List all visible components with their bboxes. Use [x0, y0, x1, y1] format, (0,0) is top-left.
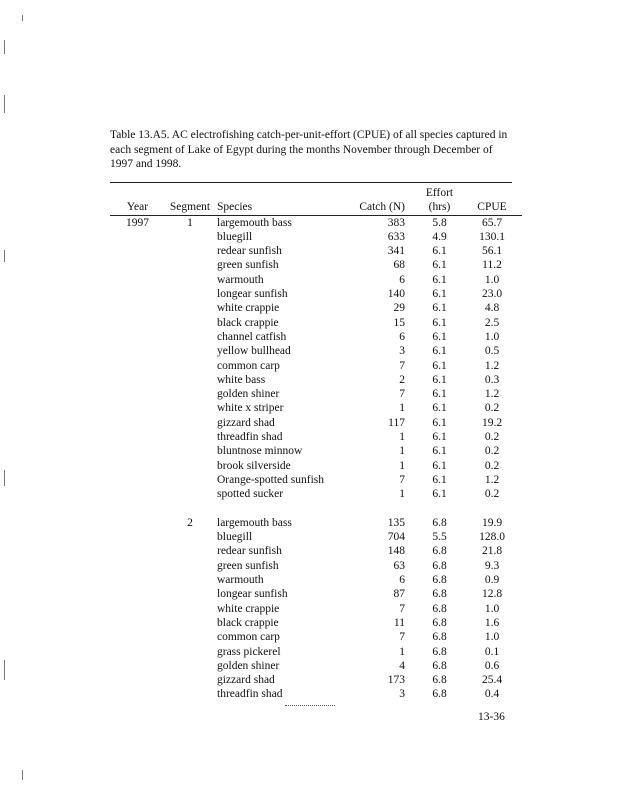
cell-effort: 6.1	[432, 473, 447, 486]
cell-year	[110, 430, 165, 444]
segment-spacer	[110, 502, 522, 516]
cell-cpue: 130.1	[479, 230, 505, 243]
cell-catch: 29	[393, 302, 405, 315]
cell-segment	[165, 544, 215, 558]
cell-species: green sunfish	[217, 559, 279, 572]
cell-cpue: 1.2	[484, 359, 500, 372]
cell-segment	[165, 602, 215, 616]
cell-catch: 7	[399, 359, 405, 372]
table-caption: Table 13.A5. AC electrofishing catch-per-unit-effort (CPUE) of all species captured in each segment of Lake of Egypt during the months November through December of 1997 and 1998.	[110, 129, 508, 170]
cell-catch: 1	[399, 445, 405, 458]
cell-catch: 135	[387, 516, 405, 529]
cell-segment	[165, 530, 215, 544]
cell-species: black crappie	[217, 316, 279, 329]
cell-effort: 6.8	[432, 559, 447, 572]
cell-catch: 704	[387, 531, 405, 544]
cell-effort: 6.1	[432, 345, 447, 358]
cell-effort: 6.1	[432, 402, 447, 415]
cell-cpue: 0.3	[484, 373, 500, 386]
cell-catch: 7	[399, 473, 405, 486]
cell-segment	[165, 673, 215, 687]
cell-species: gizzard shad	[217, 674, 275, 687]
cell-effort: 6.1	[432, 373, 447, 386]
cell-segment: 1	[187, 216, 193, 229]
cell-year	[110, 459, 165, 473]
cell-year	[110, 258, 165, 272]
cell-species: white crappie	[217, 602, 280, 615]
cell-catch: 7	[399, 631, 405, 644]
table-top-rule	[110, 182, 512, 183]
cell-effort: 6.8	[432, 588, 447, 601]
table-row	[110, 273, 522, 287]
cell-segment	[165, 587, 215, 601]
cell-effort: 6.8	[432, 674, 447, 687]
header-cpue: CPUE	[462, 200, 522, 215]
cell-year	[110, 444, 165, 458]
table-row	[110, 287, 522, 301]
cell-segment	[165, 316, 215, 330]
cell-effort: 6.8	[432, 688, 447, 701]
cell-year	[110, 587, 165, 601]
cell-species: redear sunfish	[217, 245, 282, 258]
cell-year	[110, 544, 165, 558]
table-row	[110, 645, 522, 659]
table-row	[110, 630, 522, 644]
table-row	[110, 587, 522, 601]
header-catch: Catch (N)	[347, 200, 417, 215]
cell-year	[110, 602, 165, 616]
cell-species: spotted sucker	[217, 488, 284, 501]
cell-cpue: 0.5	[484, 345, 500, 358]
table-row	[110, 459, 522, 473]
cell-segment	[165, 387, 215, 401]
cell-year	[110, 573, 165, 587]
cell-year	[110, 387, 165, 401]
cell-effort: 5.5	[432, 531, 447, 544]
cell-segment	[165, 659, 215, 673]
cell-year	[110, 487, 165, 501]
cell-catch: 6	[399, 273, 405, 286]
cell-cpue: 1.0	[484, 330, 500, 343]
cell-catch: 1	[399, 488, 405, 501]
cell-species: grass pickerel	[217, 645, 281, 658]
cell-species: threadfin shad	[217, 431, 283, 444]
cell-year	[110, 473, 165, 487]
cell-species: golden shiner	[217, 388, 280, 401]
scan-speck	[4, 40, 5, 54]
cell-year	[110, 416, 165, 430]
table-row	[110, 258, 522, 272]
cell-species: common carp	[217, 359, 280, 372]
cell-species: largemouth bass	[217, 216, 292, 229]
cell-cpue: 65.7	[481, 216, 503, 229]
cell-effort: 6.8	[432, 602, 447, 615]
cell-effort: 6.8	[432, 645, 447, 658]
table-row	[110, 673, 522, 687]
cell-effort: 5.8	[432, 216, 447, 229]
cell-species: white bass	[217, 373, 266, 386]
cell-cpue: 128.0	[479, 531, 505, 544]
table-row	[110, 602, 522, 616]
cell-segment	[165, 401, 215, 415]
cell-effort: 6.1	[432, 416, 447, 429]
cell-catch: 4	[399, 659, 405, 672]
cell-cpue: 11.2	[482, 259, 502, 272]
cell-cpue: 1.2	[484, 388, 500, 401]
cell-segment: 2	[187, 516, 193, 529]
table-row	[110, 559, 522, 573]
cell-segment	[165, 473, 215, 487]
cell-species: threadfin shad	[217, 688, 283, 701]
cell-segment	[165, 459, 215, 473]
cell-year	[110, 645, 165, 659]
cell-year	[110, 344, 165, 358]
cell-species: largemouth bass	[217, 516, 292, 529]
cell-effort: 6.8	[432, 545, 447, 558]
cell-segment	[165, 573, 215, 587]
cell-segment	[165, 430, 215, 444]
cell-segment	[165, 444, 215, 458]
cell-segment	[165, 616, 215, 630]
table-row	[110, 473, 522, 487]
scan-speck	[4, 470, 5, 486]
cell-cpue: 1.0	[484, 602, 500, 615]
cell-species: gizzard shad	[217, 416, 275, 429]
header-segment: Segment	[165, 200, 215, 215]
cell-species: golden shiner	[217, 659, 280, 672]
cell-effort: 6.1	[432, 359, 447, 372]
scan-speck	[4, 250, 5, 262]
cell-year	[110, 630, 165, 644]
table-row	[110, 244, 522, 258]
cell-year	[110, 616, 165, 630]
cell-effort: 4.9	[432, 230, 447, 243]
cell-effort: 6.8	[432, 516, 447, 529]
cell-effort: 6.1	[432, 330, 447, 343]
cell-cpue: 25.4	[481, 674, 503, 687]
cell-cpue: 1.6	[484, 616, 500, 629]
cell-cpue: 1.2	[484, 473, 500, 486]
cell-species: bluntnose minnow	[217, 445, 303, 458]
cell-cpue: 0.2	[484, 488, 500, 501]
cell-year	[110, 373, 165, 387]
cell-segment	[165, 630, 215, 644]
cell-catch: 87	[393, 588, 405, 601]
cell-segment	[165, 258, 215, 272]
cell-cpue: 12.8	[481, 588, 503, 601]
cell-year	[110, 273, 165, 287]
table-row	[110, 359, 522, 373]
cell-cpue: 0.1	[484, 645, 500, 658]
table-bottom-rule	[285, 705, 335, 706]
table-row	[110, 401, 522, 415]
cpue-table	[110, 186, 522, 702]
table-row	[110, 316, 522, 330]
cell-catch: 3	[399, 345, 405, 358]
cell-effort: 6.1	[432, 388, 447, 401]
cell-cpue: 0.6	[484, 659, 500, 672]
table-row	[110, 659, 522, 673]
cell-catch: 7	[399, 388, 405, 401]
cell-species: longear sunfish	[217, 288, 288, 301]
cell-segment	[165, 416, 215, 430]
cell-segment	[165, 373, 215, 387]
table-row	[110, 344, 522, 358]
cell-cpue: 4.8	[484, 302, 500, 315]
cell-catch: 1	[399, 459, 405, 472]
cell-species: white crappie	[217, 302, 280, 315]
cell-effort: 6.1	[432, 459, 447, 472]
cell-cpue: 0.4	[484, 688, 500, 701]
cell-catch: 341	[387, 245, 405, 258]
cell-year	[110, 659, 165, 673]
cell-catch: 68	[393, 259, 405, 272]
cell-cpue: 23.0	[481, 288, 503, 301]
cell-catch: 140	[387, 288, 405, 301]
cell-year	[110, 516, 165, 530]
cell-segment	[165, 301, 215, 315]
cell-cpue: 0.9	[484, 574, 500, 587]
cell-species: yellow bullhead	[217, 345, 291, 358]
cell-cpue: 0.2	[484, 431, 500, 444]
cell-species: black crappie	[217, 616, 279, 629]
cell-catch: 63	[393, 559, 405, 572]
cell-effort: 6.1	[432, 445, 447, 458]
cell-effort: 6.1	[432, 288, 447, 301]
cell-species: bluegill	[217, 230, 253, 243]
cell-catch: 6	[399, 574, 405, 587]
cell-species: bluegill	[217, 531, 253, 544]
cell-year	[110, 673, 165, 687]
cell-segment	[165, 344, 215, 358]
header-year: Year	[110, 200, 165, 215]
table-row	[110, 573, 522, 587]
cell-species: white x striper	[217, 402, 284, 415]
cell-effort: 6.8	[432, 616, 447, 629]
cell-effort: 6.1	[432, 245, 447, 258]
table-row	[110, 373, 522, 387]
cell-species: longear sunfish	[217, 588, 288, 601]
table-row	[110, 530, 522, 544]
cell-segment	[165, 687, 215, 701]
cell-cpue: 1.0	[484, 631, 500, 644]
table-row	[110, 215, 522, 230]
cell-segment	[165, 230, 215, 244]
table-row	[110, 516, 522, 530]
cell-cpue: 1.0	[484, 273, 500, 286]
scan-speck	[22, 770, 23, 780]
cell-cpue: 19.2	[481, 416, 503, 429]
cell-year	[110, 559, 165, 573]
cell-species: green sunfish	[217, 259, 279, 272]
cell-cpue: 0.2	[484, 402, 500, 415]
cell-species: common carp	[217, 631, 280, 644]
cell-segment	[165, 487, 215, 501]
scan-speck	[4, 660, 5, 680]
cell-catch: 1	[399, 402, 405, 415]
cell-catch: 2	[399, 373, 405, 386]
header-effort-top: Effort	[425, 187, 454, 199]
cell-cpue: 0.2	[484, 459, 500, 472]
cell-species: warmouth	[217, 574, 264, 587]
cell-year	[110, 401, 165, 415]
cell-year	[110, 687, 165, 701]
cell-segment	[165, 330, 215, 344]
cell-cpue: 2.5	[484, 316, 500, 329]
cell-catch: 6	[399, 330, 405, 343]
table-row	[110, 416, 522, 430]
cell-catch: 173	[387, 674, 405, 687]
cell-effort: 6.8	[432, 631, 447, 644]
table-row	[110, 330, 522, 344]
cell-catch: 117	[388, 416, 405, 429]
cell-cpue: 9.3	[484, 559, 500, 572]
cell-year	[110, 530, 165, 544]
cell-segment	[165, 645, 215, 659]
cell-catch: 383	[387, 216, 405, 229]
cell-catch: 1	[399, 645, 405, 658]
table-row	[110, 444, 522, 458]
cell-year	[110, 287, 165, 301]
cell-effort: 6.8	[432, 659, 447, 672]
table-row	[110, 616, 522, 630]
cell-cpue: 56.1	[481, 245, 503, 258]
cell-year: 1997	[126, 216, 149, 229]
scan-speck	[4, 95, 5, 113]
cell-cpue: 19.9	[481, 516, 503, 529]
cell-year	[110, 230, 165, 244]
cell-effort: 6.1	[432, 431, 447, 444]
cell-species: Orange-spotted sunfish	[217, 473, 324, 486]
cell-catch: 1	[399, 431, 405, 444]
cell-species: redear sunfish	[217, 545, 282, 558]
cell-species: channel catfish	[217, 330, 287, 343]
table-row	[110, 430, 522, 444]
table-row	[110, 387, 522, 401]
table-row	[110, 301, 522, 315]
table-row	[110, 487, 522, 501]
table-body	[110, 215, 522, 702]
cell-year	[110, 330, 165, 344]
table-row	[110, 687, 522, 701]
cell-catch: 11	[393, 616, 405, 629]
cell-catch: 15	[393, 316, 405, 329]
cell-cpue: 21.8	[481, 545, 503, 558]
cell-effort: 6.1	[432, 273, 447, 286]
cell-year	[110, 244, 165, 258]
table-row	[110, 544, 522, 558]
cell-effort: 6.1	[432, 488, 447, 501]
cell-catch: 7	[399, 602, 405, 615]
cell-cpue: 0.2	[484, 445, 500, 458]
cell-effort: 6.1	[432, 259, 447, 272]
table-row	[110, 230, 522, 244]
cell-catch: 3	[399, 688, 405, 701]
cell-segment	[165, 244, 215, 258]
cell-effort: 6.1	[432, 302, 447, 315]
cell-year	[110, 301, 165, 315]
cell-segment	[165, 287, 215, 301]
cell-effort: 6.1	[432, 316, 447, 329]
cell-segment	[165, 273, 215, 287]
cell-effort: 6.8	[432, 574, 447, 587]
cell-catch: 633	[387, 230, 405, 243]
cell-species: warmouth	[217, 273, 264, 286]
cell-year	[110, 316, 165, 330]
cell-catch: 148	[387, 545, 405, 558]
header-species: Species	[215, 200, 347, 215]
cell-segment	[165, 359, 215, 373]
page-number: 13-36	[478, 711, 505, 723]
cell-segment	[165, 559, 215, 573]
header-effort-bottom: (hrs)	[417, 200, 462, 215]
cell-species: brook silverside	[217, 459, 291, 472]
scan-speck	[22, 15, 23, 21]
cell-year	[110, 359, 165, 373]
